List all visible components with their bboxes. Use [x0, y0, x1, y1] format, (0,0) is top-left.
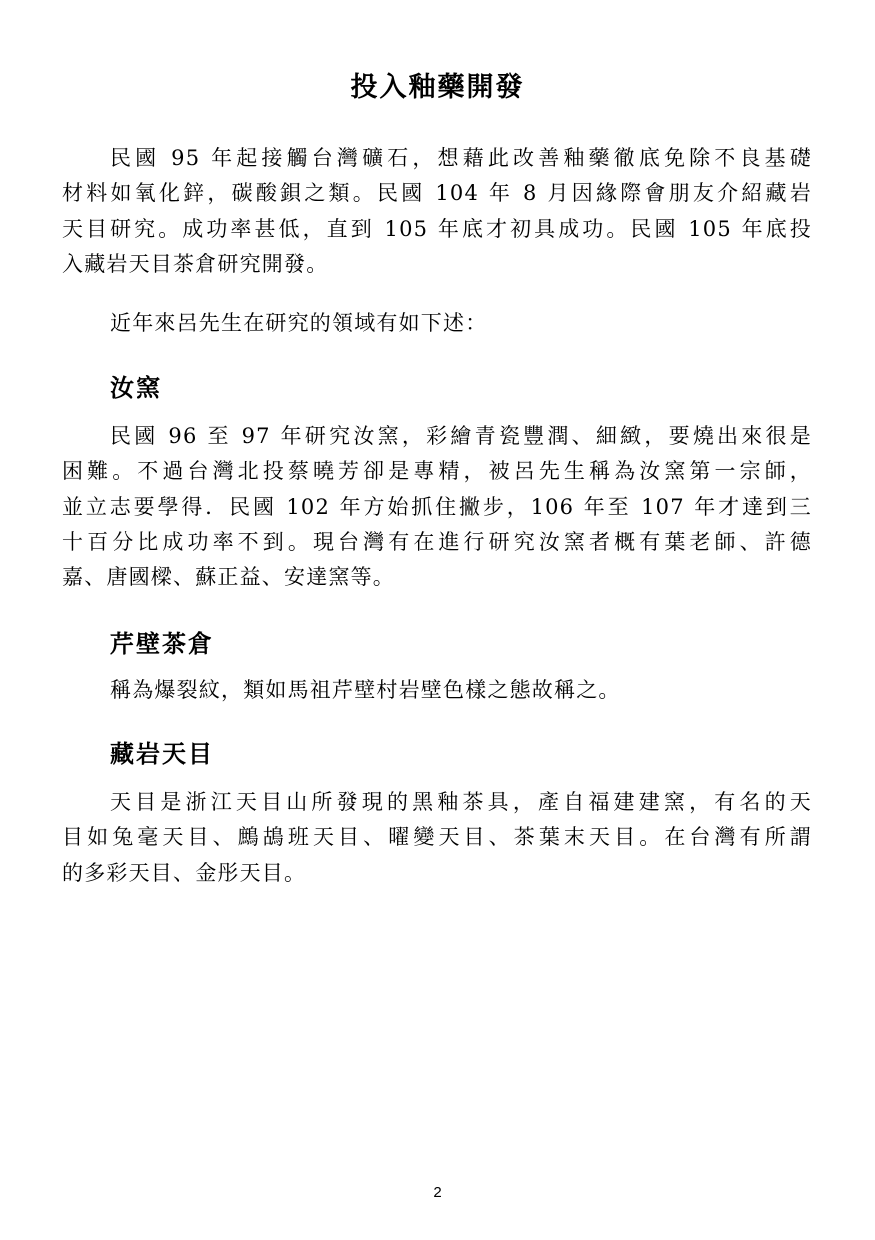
section-heading-ru-kiln: 汝窯	[110, 373, 162, 402]
paragraph-line: 稱為爆裂紋，類如馬祖芹壁村岩壁色樣之態故稱之。	[110, 678, 621, 702]
paragraph-line: 入藏岩天目茶倉研究開發。	[62, 251, 329, 276]
paragraph-line: 天目是浙江天目山所發現的黑釉茶具，產自福建建窯，有名的天	[110, 790, 812, 814]
paragraph-line: 嘉、唐國樑、蘇正益、安達窯等。	[62, 565, 395, 590]
cangyan-tenmoku-paragraph	[62, 785, 812, 891]
paragraph-line: 十百分比成功率不到。現台灣有在進行研究汝窯者概有葉老師、許德	[62, 529, 812, 554]
intro-paragraph	[62, 141, 812, 282]
paragraph-line: 近年來呂先生在研究的領域有如下述：	[110, 311, 488, 335]
paragraph-line: 目如兔毫天目、鷓鴣班天目、曜變天目、茶葉末天目。在台灣有所謂	[62, 825, 812, 850]
paragraph-line: 天目研究。成功率甚低，直到 105 年底才初具成功。民國 105 年底投	[62, 216, 812, 241]
qinbi-tea-jar-paragraph	[62, 673, 812, 708]
paragraph-line: 民國 96 至 97 年研究汝窯，彩繪青瓷豐潤、細緻，要燒出來很是	[110, 424, 812, 448]
ru-kiln-paragraph	[62, 419, 812, 595]
paragraph-line: 困難。不過台灣北投蔡曉芳卻是專精，被呂先生稱為汝窯第一宗師，	[62, 459, 812, 484]
page-number: 2	[433, 1184, 442, 1201]
paragraph-line: 的多彩天目、金彤天目。	[62, 860, 307, 885]
paragraph-line: 材料如氧化鋅，碳酸鋇之類。民國 104 年 8 月因緣際會朋友介紹藏岩	[62, 181, 812, 206]
section-heading-cangyan-tenmoku: 藏岩天目	[110, 739, 214, 768]
paragraph-line: 民國 95 年起接觸台灣礦石，想藉此改善釉藥徹底免除不良基礎	[110, 146, 812, 170]
lead-in-paragraph	[62, 306, 812, 341]
section-heading-qinbi-tea-jar: 芹壁茶倉	[110, 629, 214, 658]
paragraph-line: 並立志要學得．民國 102 年方始抓住撇步，106 年至 107 年才達到三	[62, 494, 812, 519]
page-title: 投入釉藥開發	[350, 72, 525, 103]
